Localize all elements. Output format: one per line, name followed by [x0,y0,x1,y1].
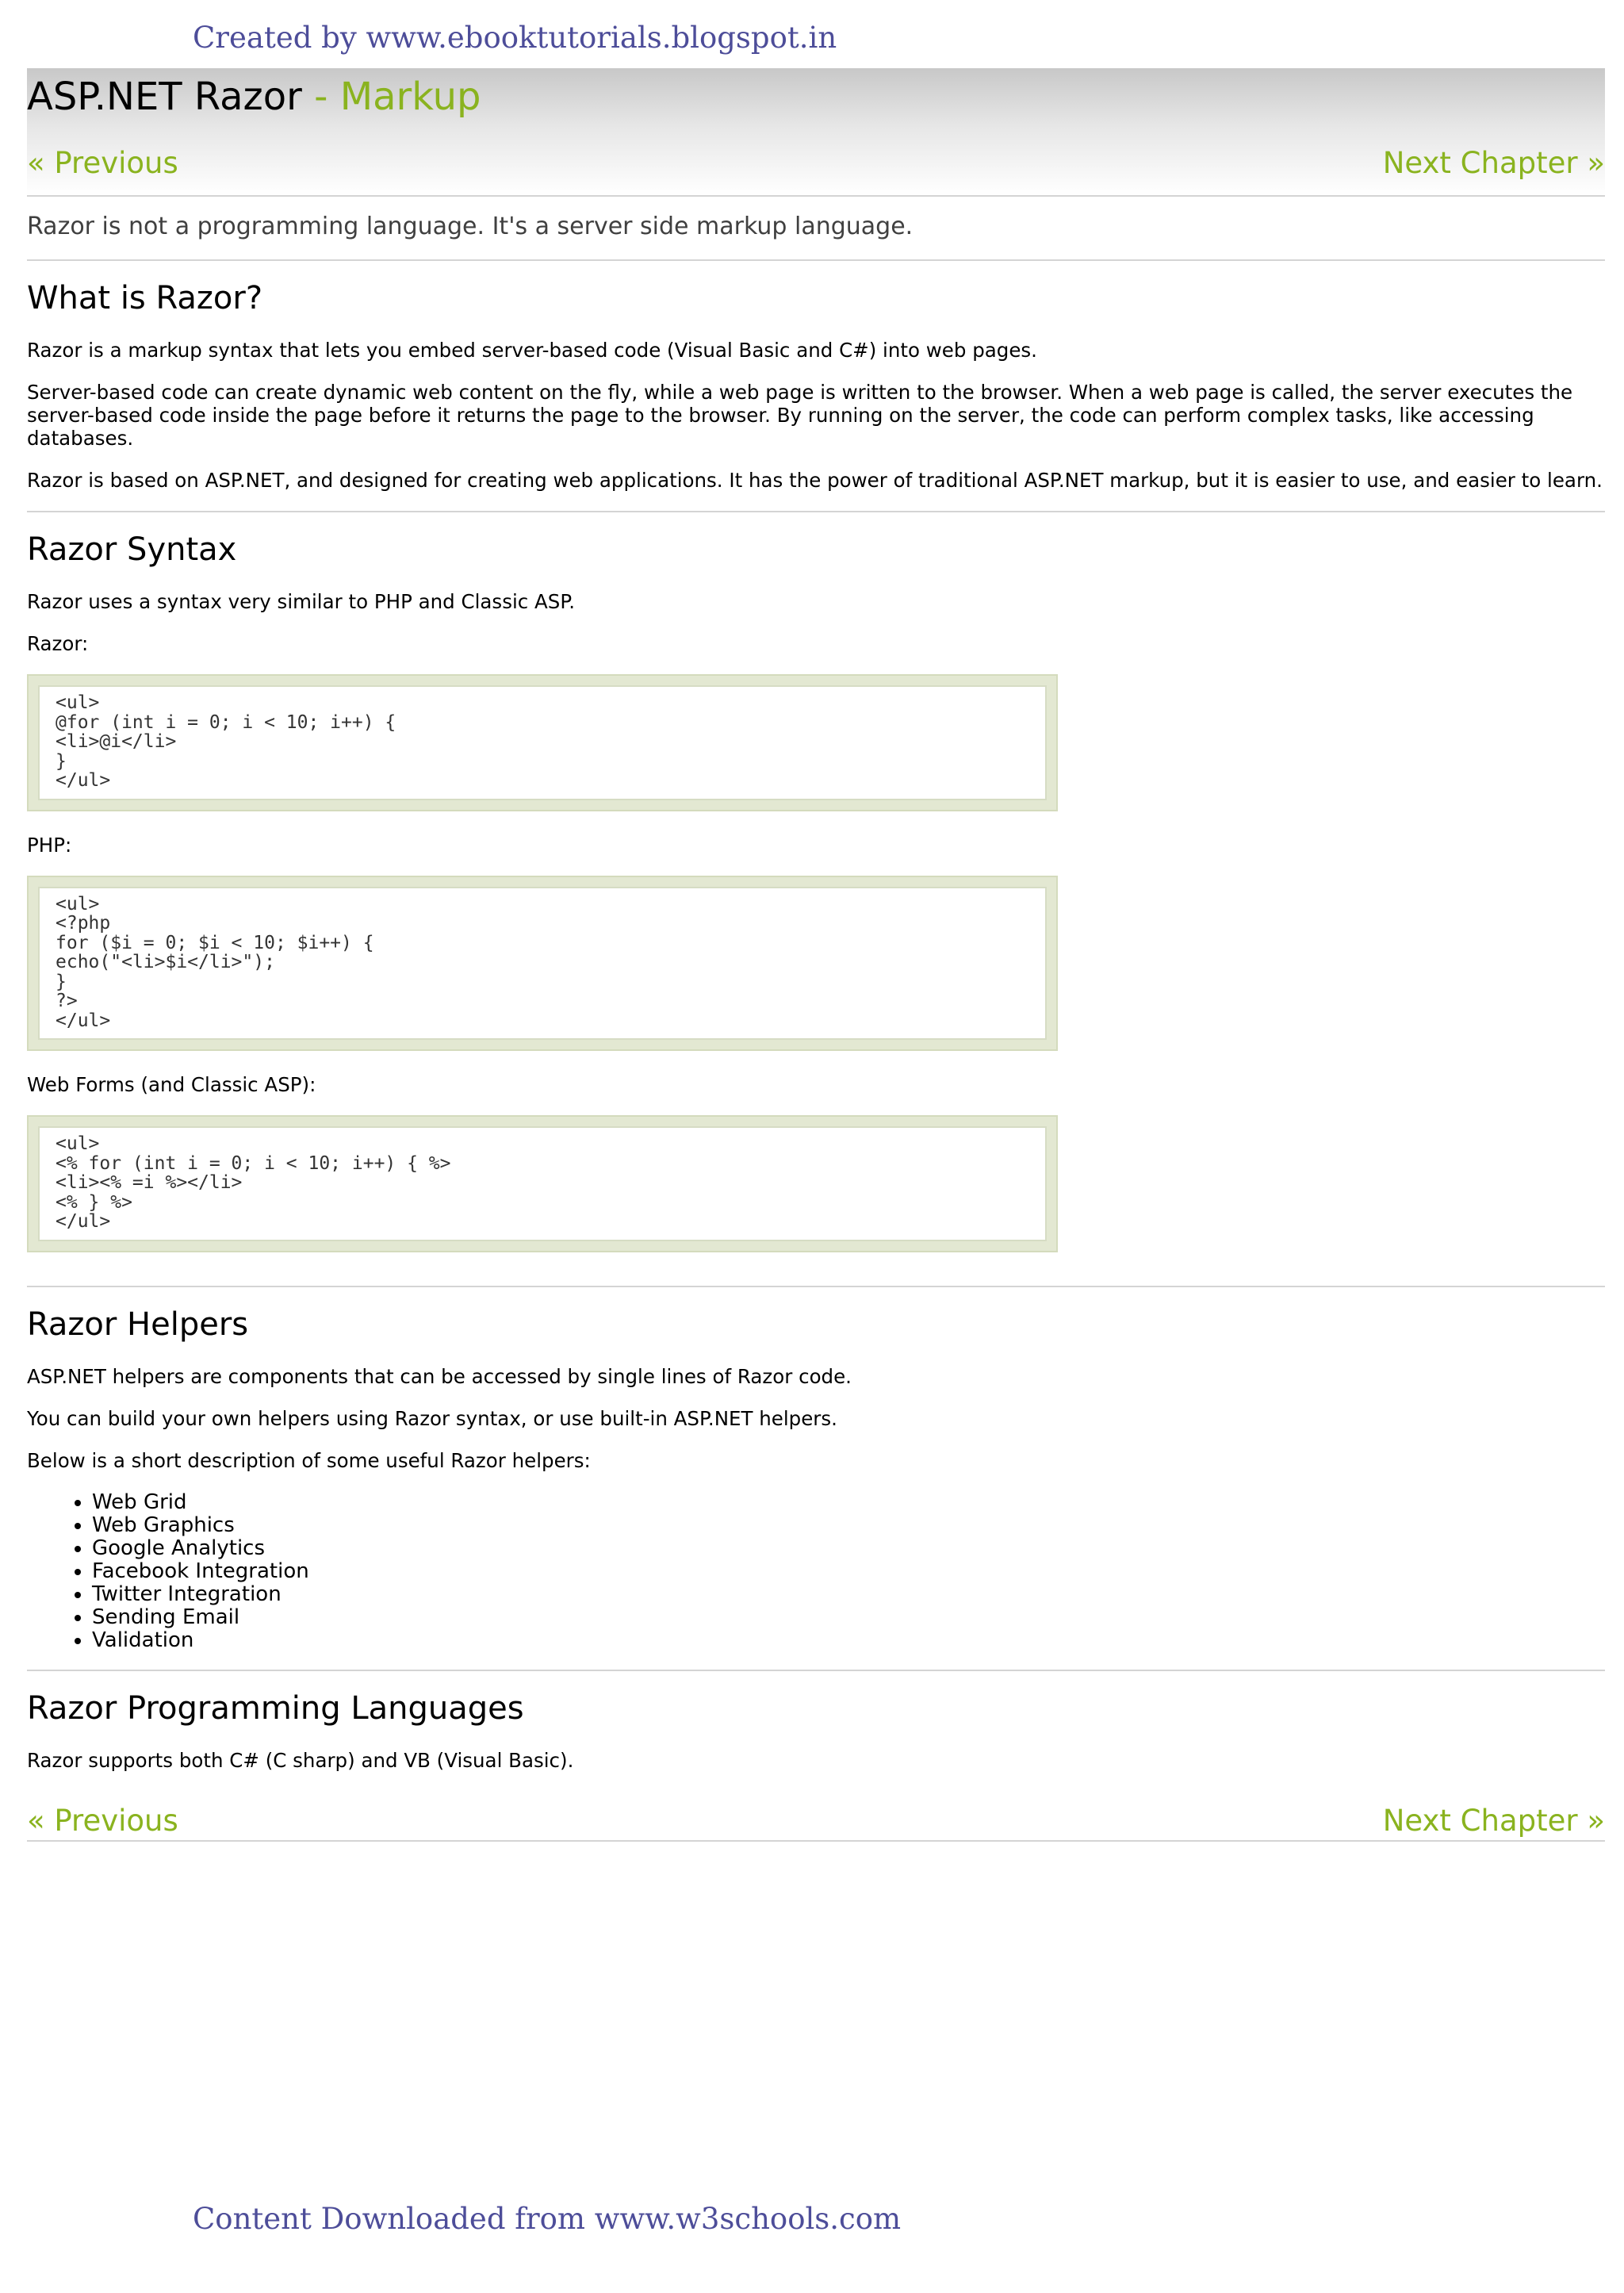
code-example-razor [27,674,1058,811]
paragraph: Razor is a markup syntax that lets you embed server-based code (Visual Basic and C#) into web pages. [27,339,1037,362]
paragraph: Razor supports both C# (C sharp) and VB (Visual Basic). [27,1748,574,1772]
list-item: • Twitter Integration [92,1583,1605,1606]
paragraph: Server-based code can create dynamic web content on the fly, while a web page is written to the browser. When a web page is called, the server executes the server-based code inside the page before it returns the page to the browser. By running on the server, the code can perform complex tasks, like accessing databases. [27,381,1573,450]
page-title-subtitle: - Markup [301,75,481,119]
list-item: • Google Analytics [92,1537,1605,1560]
section-heading-razor-syntax: Razor Syntax [27,531,237,568]
intro-text: Razor is not a programming language. It's a server side markup language. [27,213,914,240]
code-label-php: PHP: [27,833,72,857]
paragraph: Below is a short description of some useful Razor helpers: [27,1448,591,1472]
paragraph: You can build your own helpers using Razor syntax, or use built-in ASP.NET helpers. [27,1406,837,1430]
helpers-list [27,1491,1605,1652]
page-title-main: ASP.NET Razor [27,75,302,119]
code-label-razor: Razor: [27,632,89,655]
bottom-watermark: Content Downloaded from www.w3schools.com [193,2202,902,2236]
paragraph: Razor uses a syntax very similar to PHP and Classic ASP. [27,590,576,613]
list-item: • Sending Email [92,1606,1605,1629]
divider [27,259,1605,261]
paragraph: Razor is based on ASP.NET, and designed for creating web applications. It has the power of traditional ASP.NET markup, but it is easier to use, and easier to learn. [27,469,1603,492]
top-watermark: Created by www.ebooktutorials.blogspot.in [193,21,837,55]
code-block: <ul> <% for (int i = 0; i < 10; i++) { %> <li><% =i %></li> <% } %> </ul> [38,1126,1047,1241]
code-example-webforms [27,1115,1058,1252]
code-block: <ul> <?php for ($i = 0; $i < 10; $i++) { echo("<li>$i</li>"); } ?> </ul> [38,887,1047,1041]
divider [27,511,1605,512]
list-item: • Web Grid [92,1491,1605,1514]
code-label-webforms: Web Forms (and Classic ASP): [27,1073,316,1096]
page-title [27,75,481,119]
section-heading-what-is-razor: What is Razor? [27,280,263,316]
code-block: <ul> @for (int i = 0; i < 10; i++) { <li>@i</li> } </ul> [38,685,1047,800]
divider [27,1286,1605,1287]
top-navigation [27,146,1605,187]
next-chapter-link-top[interactable]: Next Chapter » [1382,146,1605,180]
divider [27,1670,1605,1671]
page-content [27,68,1605,1842]
section-heading-razor-helpers: Razor Helpers [27,1306,249,1343]
divider [27,1840,1605,1842]
previous-link-bottom[interactable]: « Previous [27,1803,178,1838]
list-item: • Validation [92,1629,1605,1652]
list-item: • Web Graphics [92,1514,1605,1537]
code-example-php [27,876,1058,1052]
paragraph: ASP.NET helpers are components that can be accessed by single lines of Razor code. [27,1364,852,1388]
list-item: • Facebook Integration [92,1560,1605,1583]
next-chapter-link-bottom[interactable]: Next Chapter » [1382,1803,1605,1838]
header-band [27,68,1605,195]
divider [27,195,1605,197]
bottom-navigation [27,1804,1605,1840]
section-heading-programming-languages: Razor Programming Languages [27,1689,524,1727]
previous-link-top[interactable]: « Previous [27,146,178,180]
